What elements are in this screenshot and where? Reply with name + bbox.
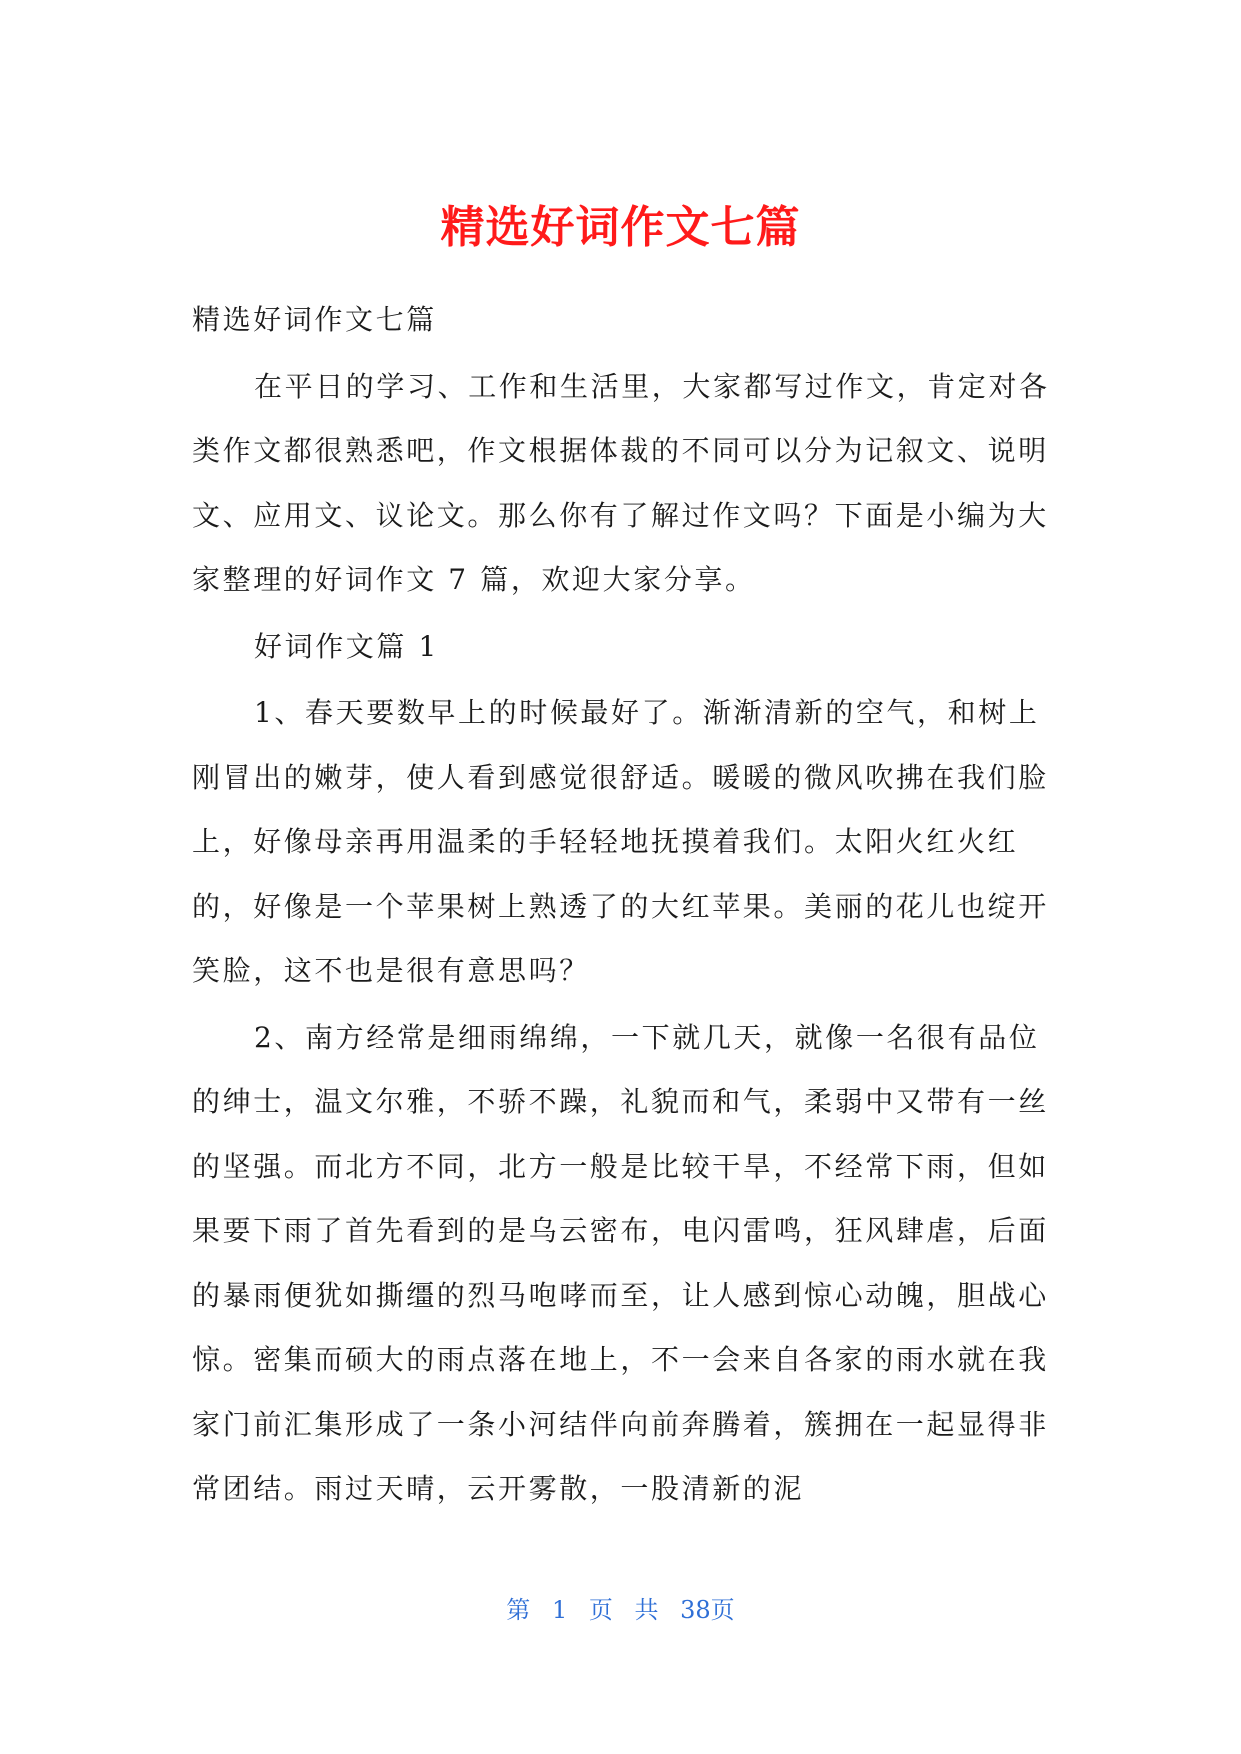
document-title: 精选好词作文七篇 bbox=[440, 202, 801, 253]
intro-paragraph: 在平日的学习、工作和生活里，大家都写过作文，肯定对各类作文都很熟悉吧，作文根据体裁的不同可以分为记叙文、说明文、应用文、议论文。那么你有了解过作文吗？下面是小编为大家整理的好词作文 7 篇，欢迎大家分享。 bbox=[192, 369, 1050, 596]
footer-label-gong: 共 bbox=[634, 1596, 659, 1624]
footer-current-page: 1 bbox=[551, 1596, 568, 1624]
paragraph-rain: 2、南方经常是细雨绵绵，一下就几天，就像一名很有品位的绅士，温文尔雅，不骄不躁，礼貌而和气，柔弱中又带有一丝的坚强。而北方不同，北方一般是比较干旱，不经常下雨，但如果要下雨了首先看到的是乌云密布，电闪雷鸣，狂风肆虐，后面的暴雨便犹如撕缰的烈马咆哮而至，让人感到惊心动魄，胆战心惊。密集而硕大的雨点落在地上，不一会来自各家的雨水就在我家门前汇集形成了一条小河结伴向前奔腾着，簇拥在一起显得非常团结。雨过天晴，云开雾散，一股清新的泥 bbox=[192, 1020, 1049, 1505]
document-body bbox=[192, 288, 1052, 1522]
footer-total-pages: 38页 bbox=[680, 1596, 735, 1624]
footer-label-di: 第 bbox=[506, 1596, 531, 1624]
footer-label-ye: 页 bbox=[588, 1596, 613, 1624]
subtitle-line: 精选好词作文七篇 bbox=[192, 303, 437, 336]
paragraph-spring: 1、春天要数早上的时候最好了。渐渐清新的空气，和树上刚冒出的嫩芽，使人看到感觉很舒适。暖暖的微风吹拂在我们脸上，好像母亲再用温柔的手轻轻地抚摸着我们。太阳火红火红的，好像是一个苹果树上熟透了的大红苹果。美丽的花儿也绽开笑脸，这不也是很有意思吗？ bbox=[192, 696, 1049, 987]
page-footer bbox=[0, 1590, 1241, 1630]
section-heading: 好词作文篇 1 bbox=[254, 629, 439, 663]
